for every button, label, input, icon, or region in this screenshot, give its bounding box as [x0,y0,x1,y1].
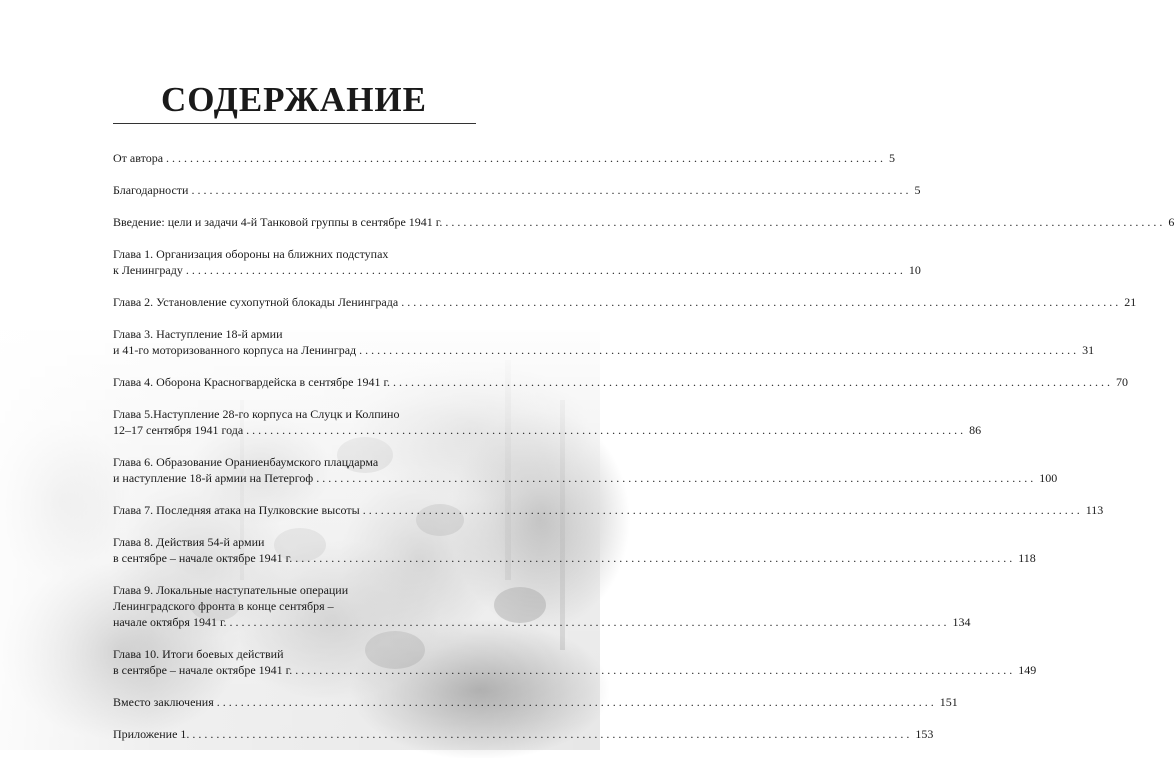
toc-entry[interactable] [113,534,1036,566]
toc-entry-last-line [113,182,921,198]
toc-entry-text-line: и 41-го моторизованного корпуса на Ленинград [113,343,357,357]
toc-leader-dots: ........................................................................................................................ [362,503,1083,517]
toc-entry[interactable] [113,294,1137,310]
toc-leader-dots: ........................................................................................................................ [393,375,1114,389]
toc-entry[interactable] [113,326,1095,358]
toc-leader-dots: ........................................................................................................................ [191,183,912,197]
table-of-contents [113,150,1174,758]
toc-entry-text-line: в сентябре – начале октябре 1941 г. [113,551,293,565]
toc-leader-dots: ........................................................................................................................ [295,663,1016,677]
toc-page-number: 31 [1082,343,1095,357]
toc-entry-last-line [113,614,971,630]
toc-entry-text-line: Глава 6. Образование Ораниенбаумского плацдарма [113,455,379,469]
toc-page-number: 134 [952,615,971,629]
toc-leader-dots: ........................................................................................................................ [229,615,950,629]
toc-entry[interactable] [113,454,1058,486]
toc-entry[interactable] [113,502,1104,518]
toc-leader-dots: ........................................................................................................................ [401,295,1122,309]
toc-page-number: 6 [1168,215,1174,229]
toc-entry-last-line [113,150,896,166]
toc-entry-text-line: Благодарности [113,183,189,197]
toc-page-number: 5 [889,151,896,165]
toc-entry-last-line [113,726,934,742]
toc-entry-text-line: Глава 4. Оборона Красногвардейска в сентябре 1941 г. [113,375,391,389]
toc-entry[interactable] [113,694,958,710]
toc-entry[interactable] [113,646,1037,678]
toc-page-number: 113 [1085,503,1104,517]
toc-entry[interactable] [113,406,982,438]
toc-entry-last-line [113,662,1037,678]
toc-page-number: 21 [1124,295,1137,309]
toc-entry-text-line: От автора [113,151,164,165]
toc-entry-last-line [113,502,1104,518]
toc-entry-text-line: 12–17 сентября 1941 года [113,423,244,437]
toc-entry-last-line [113,342,1095,358]
toc-entry-text-line: Введение: цели и задачи 4-й Танковой группы в сентябре 1941 г. [113,215,443,229]
toc-leader-dots: ........................................................................................................................ [216,695,937,709]
toc-entry[interactable] [113,150,896,166]
toc-page-number: 70 [1116,375,1129,389]
toc-entry-text-line: к Ленинграду [113,263,183,277]
toc-entry-text-line: Глава 5.Наступление 28-го корпуса на Слуцк и Колпино [113,407,400,421]
toc-entry[interactable] [113,246,921,278]
toc-entry-last-line [113,694,958,710]
toc-page-number: 151 [939,695,958,709]
toc-entry-text-line: Приложение 1. [113,727,190,741]
toc-page-number: 149 [1018,663,1037,677]
toc-entry[interactable] [113,582,971,630]
toc-entry-last-line [113,470,1058,486]
toc-entry-text-line: Глава 1. Организация обороны на ближних подступах [113,247,389,261]
toc-entry-text-line: начале октября 1941 г. [113,615,227,629]
toc-leader-dots: ........................................................................................................................ [316,471,1037,485]
toc-entry-last-line [113,374,1129,390]
toc-entry-text-line: и наступление 18-й армии на Петергоф [113,471,314,485]
toc-leader-dots: ........................................................................................................................ [359,343,1080,357]
toc-leader-dots: ........................................................................................................................ [192,727,913,741]
toc-entry-text-line: Ленинградского фронта в конце сентября – [113,599,334,613]
toc-entry-last-line [113,550,1036,566]
toc-entry-last-line [113,214,1174,230]
toc-entry-text-line: Вместо заключения [113,695,214,709]
title-underline [113,123,476,124]
toc-entry-last-line [113,262,921,278]
toc-leader-dots: ........................................................................................................................ [445,215,1166,229]
toc-leader-dots: ........................................................................................................................ [166,151,887,165]
toc-entry-text-line: Глава 2. Установление сухопутной блокады Ленинграда [113,295,399,309]
toc-entry-text-line: Глава 7. Последняя атака на Пулковские высоты [113,503,360,517]
toc-entry-text-line: Глава 8. Действия 54-й армии [113,535,265,549]
toc-entry-last-line [113,294,1137,310]
toc-entry-text-line: в сентябре – начале октябре 1941 г. [113,663,293,677]
toc-entry-text-line: Глава 10. Итоги боевых действий [113,647,284,661]
toc-entry-text-line: Глава 9. Локальные наступательные операции [113,583,349,597]
page-title: СОДЕРЖАНИЕ [160,80,427,119]
toc-page-number: 5 [914,183,921,197]
toc-leader-dots: ........................................................................................................................ [295,551,1016,565]
toc-leader-dots: ........................................................................................................................ [246,423,967,437]
toc-entry[interactable] [113,214,1174,230]
toc-entry[interactable] [113,182,921,198]
toc-page-number: 86 [969,423,982,437]
toc-entry-text-line: Глава 3. Наступление 18-й армии [113,327,283,341]
toc-page-number: 118 [1018,551,1036,565]
toc-entry[interactable] [113,726,934,742]
toc-leader-dots: ........................................................................................................................ [185,263,906,277]
toc-entry[interactable] [113,374,1129,390]
toc-page-number: 153 [915,727,934,741]
toc-entry-last-line [113,422,982,438]
toc-page-number: 100 [1039,471,1058,485]
toc-page-number: 10 [908,263,921,277]
